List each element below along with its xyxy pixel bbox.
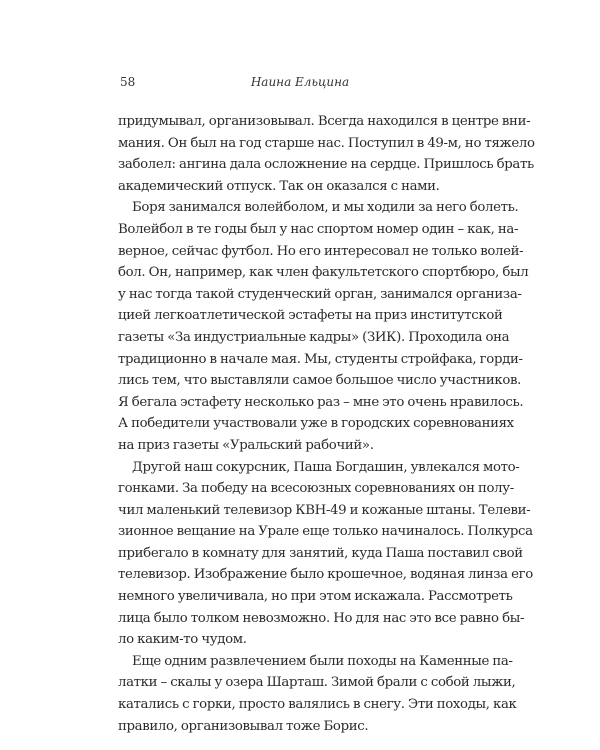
text-line: газеты «За индустриальные кадры» (ЗИК). Проходила она bbox=[118, 329, 510, 345]
text-line: катались с горки, просто валялись в снегу. Эти походы, как bbox=[118, 697, 517, 713]
text-line: Я бегала эстафету несколько раз – мне это очень нравилось. bbox=[118, 394, 524, 410]
text-line: мания. Он был на год старше нас. Поступил в 49-м, но тяжело bbox=[118, 135, 535, 151]
text-line: придумывал, организовывал. Всегда находился в центре вни- bbox=[118, 114, 531, 129]
text-line: чил маленький телевизор КВН-49 и кожаные штаны. Телеви- bbox=[118, 502, 531, 518]
text-line: латки – скалы у озера Шарташ. Зимой брали с собой лыжи, bbox=[118, 675, 516, 691]
text-line: телевизор. Изображение было крошечное, водяная линза его bbox=[118, 567, 533, 583]
text-line: правило, организовывал тоже Борис. bbox=[118, 718, 369, 734]
text-line: Волейбол в те годы был у нас спортом номер один – как, на- bbox=[118, 221, 519, 237]
running-title: Наина Ельцина bbox=[250, 75, 350, 89]
text-line: академический отпуск. Так он оказался с нами. bbox=[118, 178, 440, 194]
text-line: лица было толком невозможно. Но для нас это все равно бы- bbox=[118, 610, 525, 626]
text-line: традиционно в начале мая. Мы, студенты стройфака, горди- bbox=[118, 351, 523, 367]
text-line: у нас тогда такой студенческий орган, занимался организа- bbox=[118, 286, 522, 302]
text-line: Боря занимался волейболом, и мы ходили за него болеть. bbox=[132, 200, 519, 216]
text-line: зионное вещание на Урале еще только начиналось. Полкурса bbox=[118, 524, 533, 540]
text-line: заболел: ангина дала осложнение на сердце. Пришлось брать bbox=[118, 157, 534, 173]
text-line: немного увеличивала, но при этом искажала. Рассмотреть bbox=[118, 589, 513, 605]
text-line: гонками. За победу на всесоюзных соревнованиях он полу- bbox=[118, 481, 514, 497]
page-header bbox=[120, 75, 480, 93]
body-text bbox=[118, 111, 535, 737]
text-line: Другой наш сокурсник, Паша Богдашин, увлекался мото- bbox=[132, 459, 520, 475]
text-line: лись тем, что выставляли самое большое число участников. bbox=[118, 373, 522, 389]
text-line: цией легкоатлетической эстафеты на приз институтской bbox=[118, 308, 503, 324]
text-line: верное, сейчас футбол. Но его интересовал не только волей- bbox=[118, 243, 524, 259]
text-line: прибегало в комнату для занятий, куда Паша поставил свой bbox=[118, 545, 523, 561]
text-line: Еще одним развлечением были походы на Каменные па- bbox=[132, 653, 513, 669]
text-line: бол. Он, например, как член факультетского спортбюро, был bbox=[118, 265, 529, 281]
text-line: на приз газеты «Уральский рабочий». bbox=[118, 437, 374, 453]
page-number: 58 bbox=[120, 75, 136, 89]
text-line: А победители участвовали уже в городских соревнованиях bbox=[118, 416, 514, 432]
text-line: ло каким-то чудом. bbox=[118, 632, 247, 648]
